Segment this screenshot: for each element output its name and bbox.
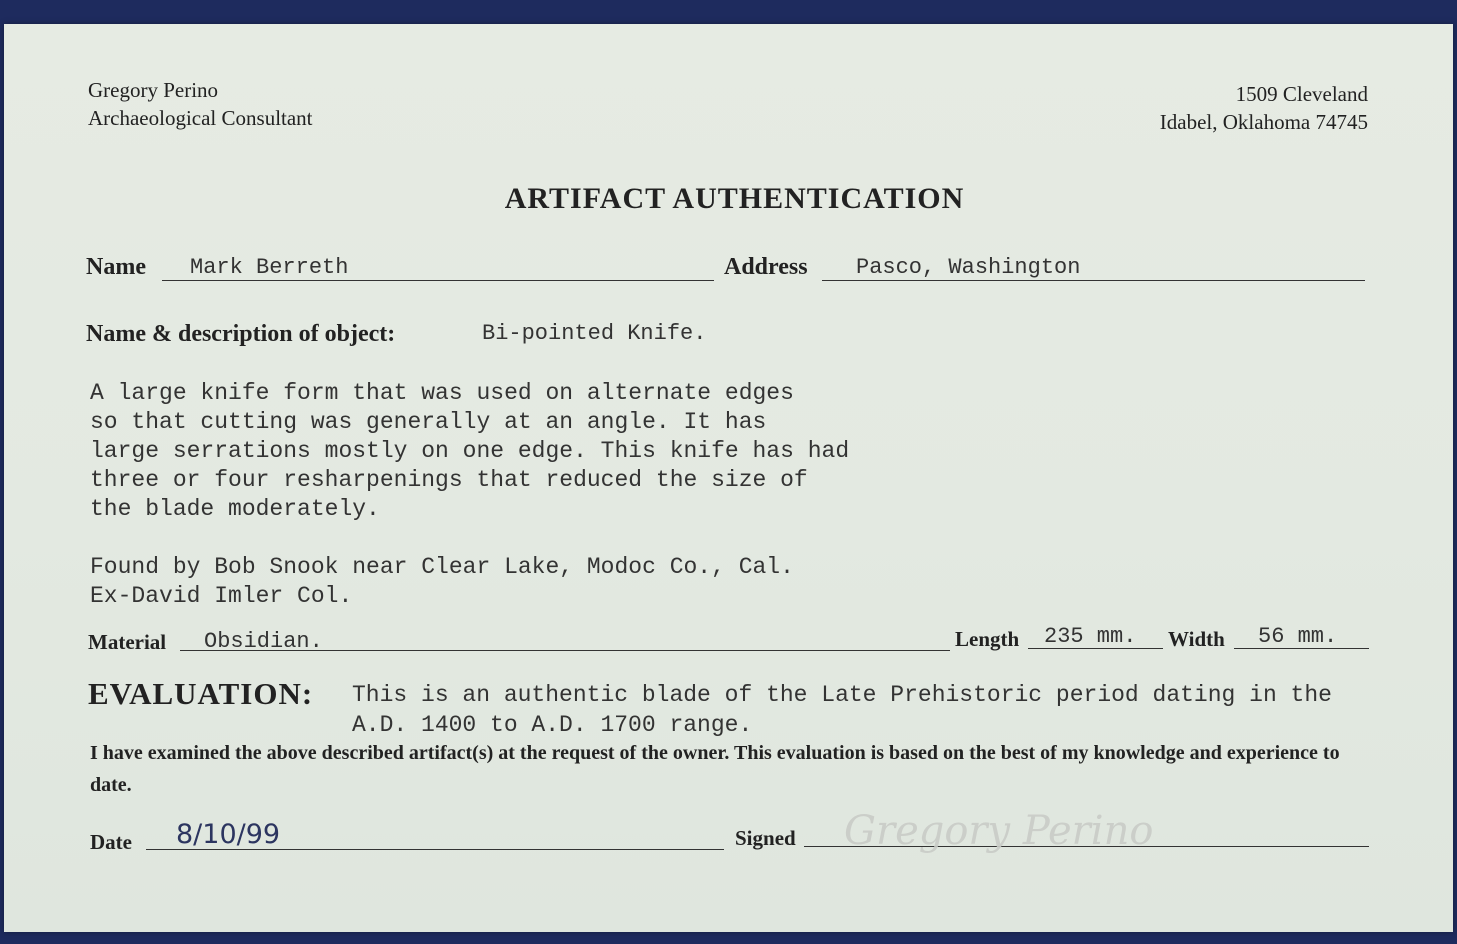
date-value: 8/10/99 <box>176 819 281 850</box>
object-name: Bi-pointed Knife. <box>482 321 707 346</box>
width-label: Width <box>1168 627 1225 651</box>
length-value: 235 mm. <box>1044 624 1137 649</box>
address-label: Address <box>724 254 808 280</box>
consultant-role: Archaeological Consultant <box>88 106 313 130</box>
object-description: A large knife form that was used on alternate edges so that cutting was generally at an angle. It has large serrations mostly on one edge. This knife has had three or four resharpenings that reduced the size of the blade moderately. <box>90 380 850 522</box>
name-underline <box>162 280 714 281</box>
material-value: Obsidian. <box>204 629 323 654</box>
evaluation-label: EVALUATION: <box>88 676 314 711</box>
certification-statement: I have examined the above described artifact(s) at the request of the owner. This evaluation is based on the best of my knowledge and experience to date. <box>90 742 1340 796</box>
owner-address: Pasco, Washington <box>856 255 1081 280</box>
consultant-name: Gregory Perino <box>88 78 219 102</box>
address-city: Idabel, Oklahoma 74745 <box>1159 110 1368 134</box>
material-label: Material <box>88 630 167 654</box>
length-label: Length <box>955 627 1020 651</box>
authentication-certificate <box>4 24 1453 932</box>
name-label: Name <box>86 254 146 280</box>
evaluation-text: This is an authentic blade of the Late Prehistoric period dating in the A.D. 1400 to A.D. 1700 range. <box>352 682 1332 738</box>
signed-label: Signed <box>735 826 796 850</box>
address-underline <box>822 280 1365 281</box>
date-label: Date <box>90 830 132 854</box>
provenance: Found by Bob Snook near Clear Lake, Modoc Co., Cal. Ex-David Imler Col. <box>90 554 794 609</box>
object-label: Name & description of object: <box>86 321 396 347</box>
owner-name: Mark Berreth <box>190 255 349 280</box>
width-value: 56 mm. <box>1258 624 1338 649</box>
signature: Gregory Perino <box>844 808 1154 854</box>
document-title: ARTIFACT AUTHENTICATION <box>504 182 965 215</box>
address-street: 1509 Cleveland <box>1235 82 1368 106</box>
